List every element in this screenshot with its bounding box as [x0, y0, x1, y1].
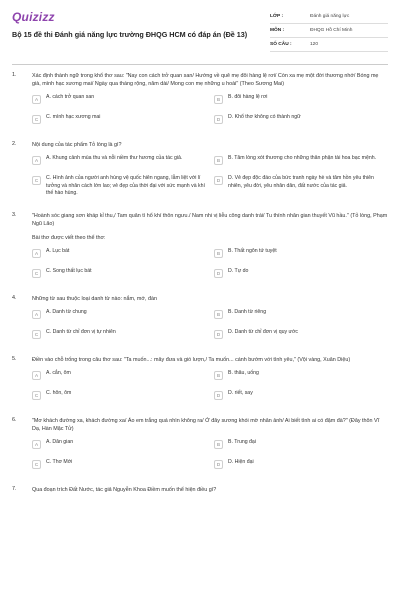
meta-info — [270, 10, 388, 52]
answer-options — [32, 94, 388, 127]
option-letter-box: A — [32, 249, 41, 258]
question-number: 6. — [12, 416, 17, 423]
answer-options — [32, 309, 388, 342]
answer-option-b[interactable] — [214, 155, 388, 168]
option-letter-box: C — [32, 269, 41, 278]
answer-option-d[interactable] — [214, 329, 388, 342]
meta-row-count — [270, 38, 388, 52]
answer-option-c[interactable] — [32, 390, 206, 403]
answer-option-a[interactable] — [32, 155, 206, 168]
question-text: Xác định thành ngữ trong khổ thơ sau: "Nay con cách trở quan san/ Hướng về quê mẹ đôi hàng lệ rơi/ Còn xa mẹ một đời thương nhớ/ Bóng mẹ già, mình hạc xương mai/ Ngày qua tháng rộng, năm dài/ Mong con mẹ những u hoài" (Theo Sương Mai) — [32, 73, 379, 87]
answer-option-b[interactable] — [214, 309, 388, 322]
option-letter-box: D — [214, 460, 223, 469]
question-4 — [12, 295, 388, 342]
meta-key: LỚP : — [270, 14, 284, 19]
answer-option-a[interactable] — [32, 370, 206, 383]
answer-option-d[interactable] — [214, 114, 388, 127]
answer-option-a[interactable] — [32, 94, 206, 107]
header-divider — [12, 64, 388, 65]
option-text: B. thâu, uống — [228, 369, 259, 376]
option-text: D. Danh từ chỉ đơn vị quy ước — [228, 328, 298, 335]
option-text: A. cách trở quan san — [46, 94, 95, 100]
question-text: Nội dung của tác phẩm Tỏ lòng là gì? — [32, 142, 122, 148]
question-text: Những từ sau thuộc loại danh từ nào: nắm, mớ, đàn — [32, 295, 157, 302]
answer-option-c[interactable] — [32, 268, 206, 281]
answer-options — [32, 370, 388, 403]
answer-option-c[interactable] — [32, 459, 206, 472]
option-text: B. Thất ngôn tứ tuyệt — [228, 247, 277, 254]
question-number: 7. — [12, 485, 17, 492]
option-text: D. riết, say — [228, 389, 253, 396]
header — [0, 0, 400, 60]
option-letter-box: A — [32, 310, 41, 319]
option-letter-box: A — [32, 156, 41, 165]
option-letter-box: C — [32, 115, 41, 124]
option-letter-box: A — [32, 371, 41, 380]
option-text: A. Khung cảnh mùa thu và nỗi niềm thư hương của tác giả. — [46, 155, 183, 161]
question-number: 3. — [12, 211, 17, 218]
answer-option-c[interactable] — [32, 175, 206, 198]
answer-option-a[interactable] — [32, 248, 206, 261]
question-number: 1. — [12, 72, 17, 78]
option-text: A. cắn, ôm — [46, 369, 71, 376]
option-letter-box: B — [214, 95, 223, 104]
question-text: Qua đoạn trích Đất Nước, tác giả Nguyễn Khoa Điềm muốn thể hiện điều gì? — [32, 486, 217, 493]
answer-options — [32, 248, 388, 281]
option-text: D. Tự do — [228, 267, 249, 274]
question-1 — [12, 72, 388, 127]
answer-option-c[interactable] — [32, 114, 206, 127]
option-letter-box: A — [32, 95, 41, 104]
question-text: "Hoành sóc giang sơn kháp kỉ thu,/ Tam quân tì hổ khí thôn ngưu./ Nam nhi vị liễu công danh trái/ Tu thính nhân gian thuyết Vũ hầu." (Tỏ lòng, Phạm Ngũ Lão) — [32, 212, 388, 227]
option-text: D. Vẻ đẹp độc đáo của bức tranh ngày hè và tâm hồn yêu thiên nhiên, yêu đời, yêu nhân dân, đất nước của tác giả. — [228, 175, 374, 189]
option-text: C. Danh từ chỉ đơn vị tự nhiên — [46, 328, 116, 335]
option-letter-box: C — [32, 460, 41, 469]
answer-options — [32, 155, 388, 198]
option-text: C. Hình ảnh của người anh hùng vệ quốc hiên ngang, lẫm liệt với lí tưởng và nhân cách lớn lao; vẻ đẹp của thời đại với sức mạnh và khí thế hào hùng. — [46, 175, 205, 196]
question-number: 4. — [12, 294, 17, 301]
meta-key: SỐ CÂU : — [270, 42, 292, 47]
option-text: A. Dân gian — [46, 438, 74, 445]
meta-value: Đánh giá năng lực — [310, 14, 350, 19]
option-text: D. Khổ thơ không có thành ngữ — [228, 114, 301, 120]
option-letter-box: B — [214, 440, 223, 449]
quizizz-logo: Quizizz — [12, 10, 55, 24]
answer-option-c[interactable] — [32, 329, 206, 342]
option-letter-box: B — [214, 156, 223, 165]
question-3 — [12, 212, 388, 281]
answer-option-b[interactable] — [214, 439, 388, 452]
option-letter-box: C — [32, 391, 41, 400]
option-letter-box: D — [214, 391, 223, 400]
option-letter-box: B — [214, 249, 223, 258]
option-letter-box: D — [214, 115, 223, 124]
answer-options — [32, 439, 388, 472]
question-2 — [12, 141, 388, 198]
option-text: D. Hiện đại — [228, 458, 254, 465]
option-letter-box: C — [32, 330, 41, 339]
question-5 — [12, 356, 388, 403]
question-number: 5. — [12, 355, 17, 362]
answer-option-d[interactable] — [214, 459, 388, 472]
question-text: "Mơ khách đường xa, khách đường xa/ Áo em trắng quá nhìn không ra/ Ở đây sương khói mờ nhân ảnh/ Ai biết tình ai có đậm đà?" (Đây thôn Vĩ Dạ, Hàn Mặc Tử) — [32, 417, 380, 432]
answer-option-b[interactable] — [214, 370, 388, 383]
option-letter-box: D — [214, 269, 223, 278]
option-letter-box: D — [214, 176, 223, 185]
answer-option-b[interactable] — [214, 94, 388, 107]
meta-value: ĐHQG Hồ Chí Minh — [310, 28, 353, 33]
question-list — [12, 72, 388, 508]
meta-row-class — [270, 10, 388, 24]
option-text: B. Tâm lòng xót thương cho những thân phận tài hoa bạc mệnh. — [228, 155, 377, 161]
option-letter-box: D — [214, 330, 223, 339]
question-prompt: Bài thơ được viết theo thể thơ: — [32, 234, 106, 241]
question-text: Điền vào chỗ trống trong câu thơ sau: "Ta muốn...: mây đưa và gió lượn,/ Ta muốn... cánh bướm với tình yêu," (Vội vàng, Xuân Diệu) — [32, 356, 351, 363]
option-text: C. mình hạc xương mai — [46, 114, 101, 120]
answer-option-d[interactable] — [214, 175, 388, 198]
answer-option-d[interactable] — [214, 268, 388, 281]
option-text: C. Thơ Mới — [46, 458, 73, 465]
option-letter-box: B — [214, 371, 223, 380]
answer-option-a[interactable] — [32, 309, 206, 322]
question-7 — [12, 486, 388, 494]
question-6 — [12, 417, 388, 472]
question-number: 2. — [12, 141, 17, 147]
option-text: B. đôi hàng lệ rơi — [228, 94, 268, 100]
option-letter-box: B — [214, 310, 223, 319]
option-text: A. Danh từ chung — [46, 308, 87, 315]
answer-option-a[interactable] — [32, 439, 206, 452]
option-text: B. Danh từ riêng — [228, 308, 267, 315]
option-text: C. Song thất lục bát — [46, 267, 92, 274]
meta-key: MÔN : — [270, 28, 285, 33]
answer-option-d[interactable] — [214, 390, 388, 403]
option-text: B. Trung đại — [228, 438, 256, 445]
option-text: A. Lục bát — [46, 247, 70, 254]
option-letter-box: C — [32, 176, 41, 185]
meta-row-subject — [270, 24, 388, 38]
meta-value: 120 — [310, 42, 319, 47]
option-letter-box: A — [32, 440, 41, 449]
document-title: Bộ 15 đề thi Đánh giá năng lực trường ĐHQG HCM có đáp án (Đề 13) — [12, 30, 248, 39]
answer-option-b[interactable] — [214, 248, 388, 261]
option-text: C. hôn, ôm — [46, 389, 72, 396]
